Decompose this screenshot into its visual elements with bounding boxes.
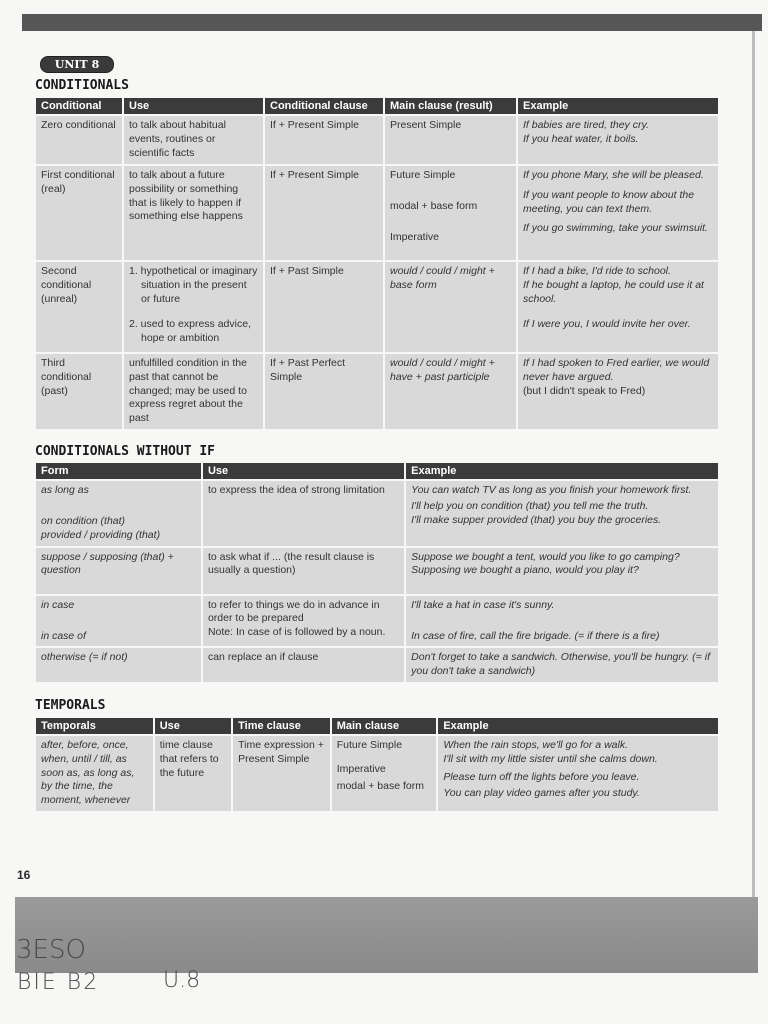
table-row (36, 260, 718, 352)
main-clause-cell (385, 164, 516, 260)
conditional-name: Zero conditional (36, 114, 122, 164)
form-cell (36, 594, 201, 647)
example-text: If I had spoken to Fred earlier, we would never have argued. (523, 357, 710, 383)
form-text: in case (41, 598, 75, 611)
use-cell: to express the idea of strong limitation (203, 479, 404, 545)
use-cell: can replace an if clause (203, 646, 404, 681)
form-text: in case of (41, 629, 86, 642)
example-note: (but I didn't speak to Fred) (523, 384, 646, 397)
main-clause-text: Future Simple (336, 739, 403, 752)
example-cell (406, 594, 718, 647)
table-header-row (36, 718, 718, 734)
conditionals-table (34, 98, 720, 429)
example-text: If you heat water, it boils. (523, 132, 639, 145)
conditionals-without-if-heading: CONDITIONALS WITHOUT IF (35, 444, 216, 459)
page-number: 16 (17, 868, 31, 882)
col-header: Conditional clause (265, 98, 383, 114)
col-header: Form (36, 463, 201, 479)
form-cell (36, 479, 201, 545)
col-header: Use (155, 718, 231, 734)
unit-badge: UNIT 8 (40, 56, 114, 73)
table-row (36, 164, 718, 260)
temporals-heading: TEMPORALS (35, 698, 106, 713)
col-header: Main clause (result) (385, 98, 516, 114)
handwritten-note: BIE B2 (17, 970, 100, 995)
example-text: Please turn off the lights before you leave. (443, 770, 640, 783)
main-clause-text: modal + base form (390, 200, 478, 213)
form-text: provided / providing (that) (41, 528, 161, 541)
example-text: If babies are tired, they cry. (523, 119, 649, 132)
temporals-table (34, 718, 720, 811)
example-text: I'll make supper provided (that) you buy the groceries. (411, 513, 662, 526)
handwritten-note: U.8 (163, 968, 201, 993)
table-row (36, 479, 718, 545)
example-cell (518, 352, 718, 428)
use-cell: to talk about a future possibility or something that is likely to happen if something else happens (124, 164, 263, 260)
bottom-gray-band (15, 897, 758, 973)
table-header-row (36, 463, 718, 479)
table-row (36, 114, 718, 164)
form-text: as long as (41, 484, 89, 497)
col-header: Example (518, 98, 718, 114)
example-text: You can play video games after you study. (443, 787, 640, 800)
use-cell: unfulfilled condition in the past that cannot be changed; may be used to express regret about the past (124, 352, 263, 428)
example-cell (518, 260, 718, 352)
example-text: In case of fire, call the fire brigade. (= if there is a fire) (411, 629, 660, 642)
use-text: to refer to things we do in advance in order to be prepared (207, 598, 380, 625)
example-cell (406, 479, 718, 545)
col-header: Use (203, 463, 404, 479)
example-cell (518, 114, 718, 164)
main-clause-text: Imperative (390, 231, 440, 244)
clause-cell: If + Present Simple (265, 164, 383, 260)
form-text: on condition (that) (41, 515, 126, 528)
example-cell: Don't forget to take a sandwich. Otherwise, you'll be hungry. (= if you don't take a sandwich) (406, 646, 718, 681)
col-header: Main clause (332, 718, 437, 734)
main-clause-text: Imperative (336, 763, 386, 776)
example-cell (518, 164, 718, 260)
handwritten-note: 3ESO (16, 935, 86, 965)
col-header: Time clause (233, 718, 330, 734)
main-clause-text: modal + base form (336, 779, 424, 792)
col-header: Use (124, 98, 263, 114)
conditional-name: Second conditional (unreal) (36, 260, 122, 352)
conditional-name: First conditional (real) (36, 164, 122, 260)
form-cell: otherwise (= if not) (36, 646, 201, 681)
example-text: When the rain stops, we'll go for a walk. (443, 739, 628, 752)
table-row (36, 594, 718, 647)
example-text: I'll help you on condition (that) you tell me the truth. (411, 499, 649, 512)
col-header: Example (406, 463, 718, 479)
page-edge-line (752, 31, 755, 899)
clause-cell: If + Past Perfect Simple (265, 352, 383, 428)
example-text: If you go swimming, take your swimsuit. (523, 222, 708, 235)
example-text: I'll take a hat in case it's sunny. (411, 598, 555, 611)
use-cell: to talk about habitual events, routines or scientific facts (124, 114, 263, 164)
table-row (36, 646, 718, 681)
conditional-name: Third conditional (past) (36, 352, 122, 428)
use-cell: time clause that refers to the future (155, 734, 231, 810)
table-header-row (36, 98, 718, 114)
clause-cell: If + Present Simple (265, 114, 383, 164)
temporals-cell: after, before, once, when, until / till, as soon as, as long as, by the time, the moment, whenever (36, 734, 153, 810)
table-row (36, 352, 718, 428)
use-note: Note: In case of is followed by a noun. (207, 625, 386, 638)
form-cell: suppose / supposing (that) + question (36, 546, 201, 594)
col-header: Temporals (36, 718, 153, 734)
table-row (36, 734, 718, 810)
example-text: If I were you, I would invite her over. (523, 318, 691, 331)
main-clause-cell: would / could / might + have + past participle (385, 352, 516, 428)
top-header-bar (22, 14, 762, 31)
clause-cell: Time expression + Present Simple (233, 734, 330, 810)
example-cell (406, 546, 718, 594)
main-clause-cell (332, 734, 437, 810)
main-clause-text: Future Simple (390, 169, 456, 182)
main-clause-cell: Present Simple (385, 114, 516, 164)
use-cell: to ask what if ... (the result clause is usually a question) (203, 546, 404, 594)
use-text: 2. used to express advice, hope or ambition (129, 318, 251, 344)
conditionals-heading: CONDITIONALS (35, 78, 129, 93)
col-header: Conditional (36, 98, 122, 114)
col-header: Example (438, 718, 718, 734)
example-text: Supposing we bought a piano, would you play it? (411, 564, 639, 577)
example-text: If he bought a laptop, he could use it at school. (523, 278, 704, 305)
example-text: If you want people to know about the meeting, you can text them. (523, 188, 695, 215)
main-clause-cell: would / could / might + base form (385, 260, 516, 352)
clause-cell: If + Past Simple (265, 260, 383, 352)
example-text: If I had a bike, I'd ride to school. (523, 265, 671, 278)
use-cell (124, 260, 263, 352)
example-text: I'll sit with my little sister until she calms down. (443, 752, 658, 765)
use-text: 1. hypothetical or imaginary situation in the present or future (129, 265, 258, 305)
example-text: Suppose we bought a tent, would you like to go camping? (411, 550, 680, 563)
use-cell (203, 594, 404, 647)
table-row (36, 546, 718, 594)
example-cell (438, 734, 718, 810)
example-text: You can watch TV as long as you finish your homework first. (411, 484, 692, 497)
example-text: If you phone Mary, she will be pleased. (523, 169, 704, 182)
conditionals-without-if-table (34, 463, 720, 682)
